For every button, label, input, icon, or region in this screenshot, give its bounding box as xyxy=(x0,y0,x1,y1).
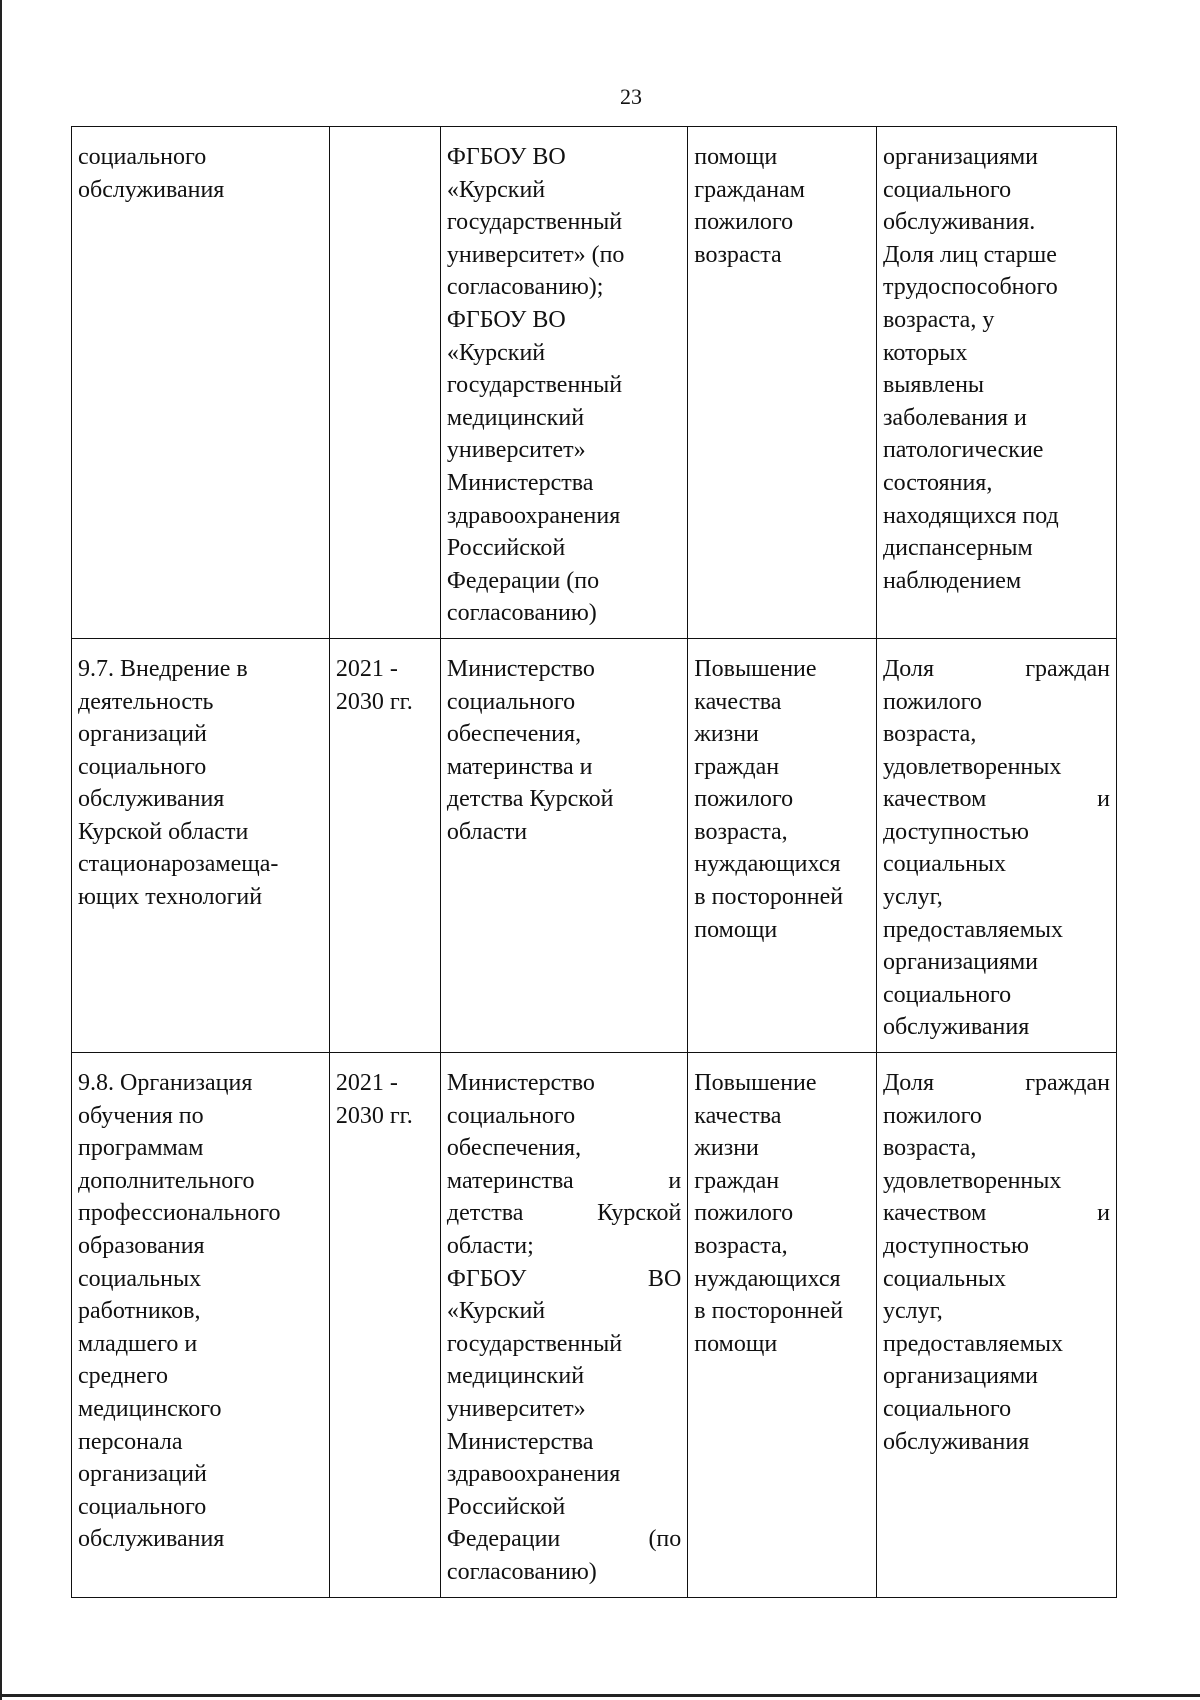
measure-text: 9.8. Организация обучения по программам дополнительного профессионального образования социальных работников, младшего и среднего медицинского персонала организаций социального обслуживания xyxy=(78,1070,281,1553)
executors-cell xyxy=(440,127,687,639)
table-row xyxy=(72,638,1117,1052)
indicator-cell xyxy=(876,638,1116,1052)
measure-cell xyxy=(72,1053,330,1598)
page-number: 23 xyxy=(620,84,642,109)
table-row xyxy=(72,1053,1117,1598)
result-cell xyxy=(688,1053,877,1598)
scan-bottom-edge xyxy=(0,1694,1200,1697)
result-text: Повышение качества жизни граждан пожилого возраста, нуждающихся в посторонней помощи xyxy=(694,1070,844,1357)
executors-text: Министерство социального обеспечения, материнства и детства Курской области xyxy=(446,655,614,845)
indicator-text: Доля граждан пожилого возраста, удовлетворенных качеством и доступностью социальных услуг, предоставляемых организациями социального обслуживания xyxy=(882,655,1110,1041)
measures-table xyxy=(71,126,1117,1598)
executors-cell xyxy=(440,1053,687,1598)
period-cell xyxy=(329,1053,440,1598)
result-text: Повышение качества жизни граждан пожилого возраста, нуждающихся в посторонней помощи xyxy=(694,655,844,943)
measure-text: социального обслуживания xyxy=(78,144,225,203)
period-text: 2021 - 2030 гг. xyxy=(335,1070,413,1129)
result-cell xyxy=(688,638,877,1052)
table-row xyxy=(72,127,1117,639)
measure-text: 9.7. Внедрение в деятельность организаций социального обслуживания Курской области стационарозамеща- ющих технологий xyxy=(78,655,279,911)
executors-cell xyxy=(440,638,687,1052)
measure-cell xyxy=(72,638,330,1052)
executors-text: Министерство социального обеспечения, материнства и детства Курской области; ФГБОУ ВО «Курский государственный медицинский университет» Министерства здравоохранения Российской Федерации (по согласованию) xyxy=(446,1070,682,1585)
result-text: помощи гражданам пожилого возраста xyxy=(694,144,805,268)
measure-cell xyxy=(72,127,330,639)
period-cell xyxy=(329,638,440,1052)
executors-text: ФГБОУ ВО «Курский государственный университет» (по согласованию); ФГБОУ ВО «Курский государственный медицинский университет» Министерства здравоохранения Российской Федерации (по согласованию) xyxy=(446,144,625,627)
period-text: 2021 - 2030 гг. xyxy=(335,655,413,715)
indicator-cell xyxy=(876,127,1116,639)
result-cell xyxy=(688,127,877,639)
indicator-text: организациями социального обслуживания. Доля лиц старше трудоспособного возраста, у которых выявлены заболевания и патологические состояния, находящихся под диспансерным наблюдением xyxy=(882,144,1059,594)
indicator-cell xyxy=(876,1053,1116,1598)
indicator-text: Доля граждан пожилого возраста, удовлетворенных качеством и доступностью социальных услуг, предоставляемых организациями социального обслуживания xyxy=(882,1070,1110,1455)
period-cell xyxy=(329,127,440,639)
scan-left-edge xyxy=(0,0,2,1700)
